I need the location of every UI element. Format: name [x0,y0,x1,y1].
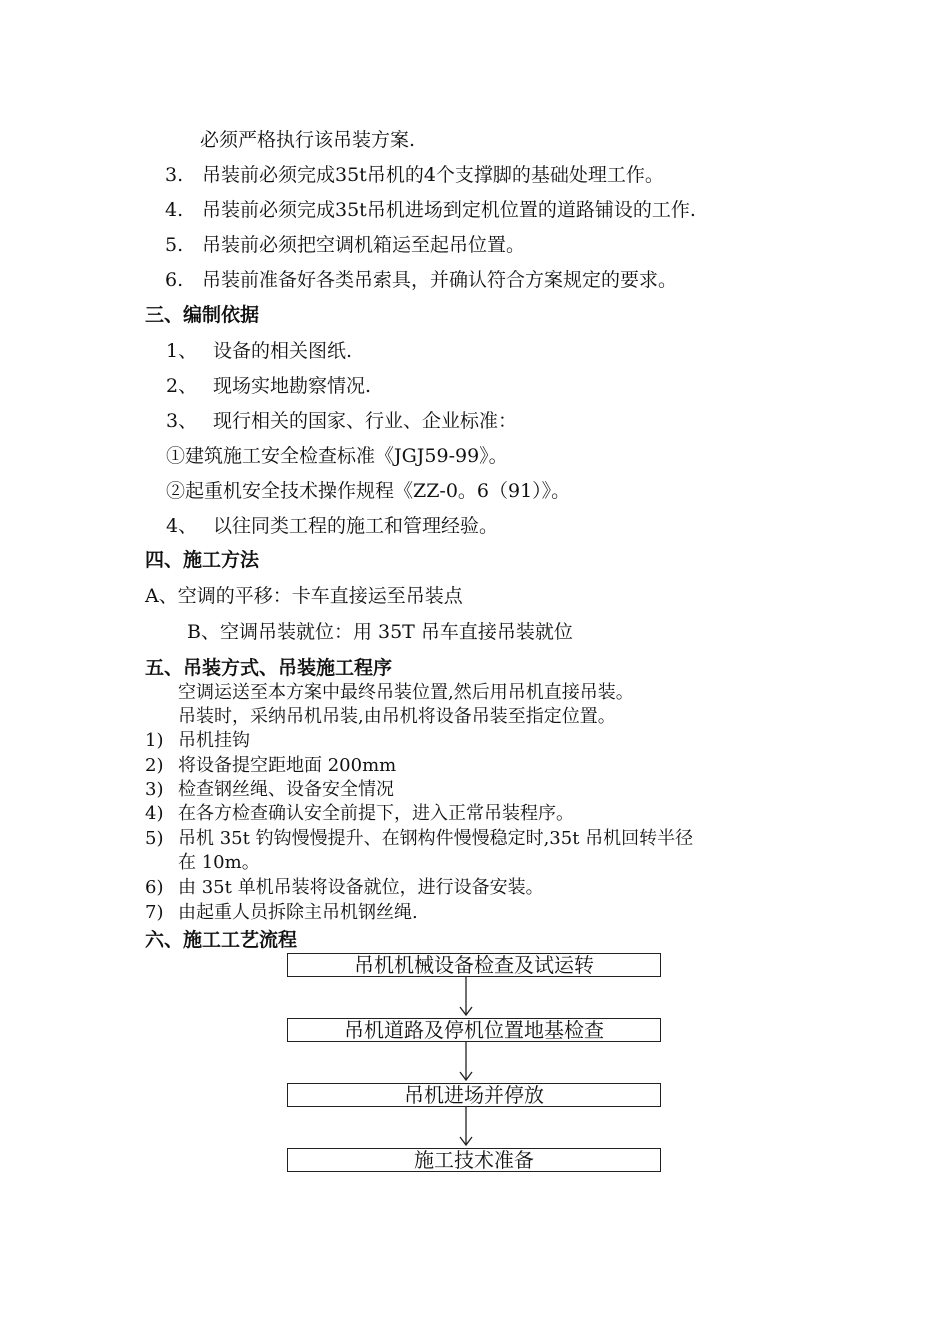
section-heading: 三、编制依据 [145,304,260,326]
prep-item-num: 4. [165,199,184,221]
basis-item-num: 2、 [166,375,198,397]
method-a: A、空调的平移：卡车直接运至吊装点 [145,585,463,607]
prep-item-text: 吊装前必须把空调机箱运至起吊位置。 [202,234,526,256]
prep-item-text: 吊装前必须完成35t吊机的4个支撑脚的基础处理工作。 [202,164,664,186]
section-heading: 四、施工方法 [145,549,260,571]
down-arrow-icon [456,1042,476,1082]
basis-item-text: 现行相关的国家、行业、企业标准： [213,410,518,432]
flow-step-box: 吊机机械设备检查及试运转 [287,953,661,977]
step-text: 吊机挂钩 [178,730,250,751]
step-num: 7) [145,902,164,923]
step-text: 将设备提空距地面 200mm [178,755,397,776]
step-num: 3) [145,779,164,800]
paragraph: 空调运送至本方案中最终吊装位置,然后用吊机直接吊装。 [178,682,634,703]
step-num: 6) [145,877,164,898]
section-heading: 五、吊装方式、吊装施工程序 [145,657,393,679]
prep-item-num: 6. [165,269,184,291]
basis-item-text: 设备的相关图纸. [213,340,353,362]
down-arrow-icon [456,977,476,1017]
prep-item-text: 吊装前必须完成35t吊机进场到定机位置的道路铺设的工作. [202,199,696,221]
standard-item: ②起重机安全技术操作规程《ZZ-0。6（91）》。 [166,480,571,502]
prep-item-text: 吊装前准备好各类吊索具，并确认符合方案规定的要求。 [202,269,678,291]
paragraph: 吊装时，采纳吊机吊装,由吊机将设备吊装至指定位置。 [178,706,616,727]
prep-item-num: 3. [165,164,184,186]
down-arrow-icon [456,1107,476,1147]
step-num: 1) [145,730,164,751]
step-text: 在各方检查确认安全前提下，进入正常吊装程序。 [178,803,574,824]
step-num: 2) [145,755,164,776]
step-num: 5) [145,828,164,849]
basis-item-num: 4、 [166,515,198,537]
flow-step-box: 施工技术准备 [287,1148,661,1172]
step-num: 4) [145,803,164,824]
section-heading: 六、施工工艺流程 [145,929,298,951]
step-text: 在 10m。 [178,852,260,873]
basis-item-num: 3、 [166,410,198,432]
step-text: 检查钢丝绳、设备安全情况 [178,779,394,800]
step-text: 由起重人员拆除主吊机钢丝绳. [178,902,418,923]
step-text: 由 35t 单机吊装将设备就位，进行设备安装。 [178,877,544,898]
basis-item-text: 现场实地勘察情况. [213,375,372,397]
continued-line: 必须严格执行该吊装方案. [200,129,416,151]
basis-item-num: 1、 [166,340,198,362]
prep-item-num: 5. [165,234,184,256]
standard-item: ①建筑施工安全检查标准《JGJ59-99》。 [166,445,508,467]
method-b: B、空调吊装就位：用 35T 吊车直接吊装就位 [187,621,573,643]
flow-step-box: 吊机进场并停放 [287,1083,661,1107]
step-text: 吊机 35t 钓钩慢慢提升、在钢构件慢慢稳定时,35t 吊机回转半径 [178,828,694,849]
basis-item-text: 以往同类工程的施工和管理经验。 [213,515,499,537]
flow-step-box: 吊机道路及停机位置地基检查 [287,1018,661,1042]
